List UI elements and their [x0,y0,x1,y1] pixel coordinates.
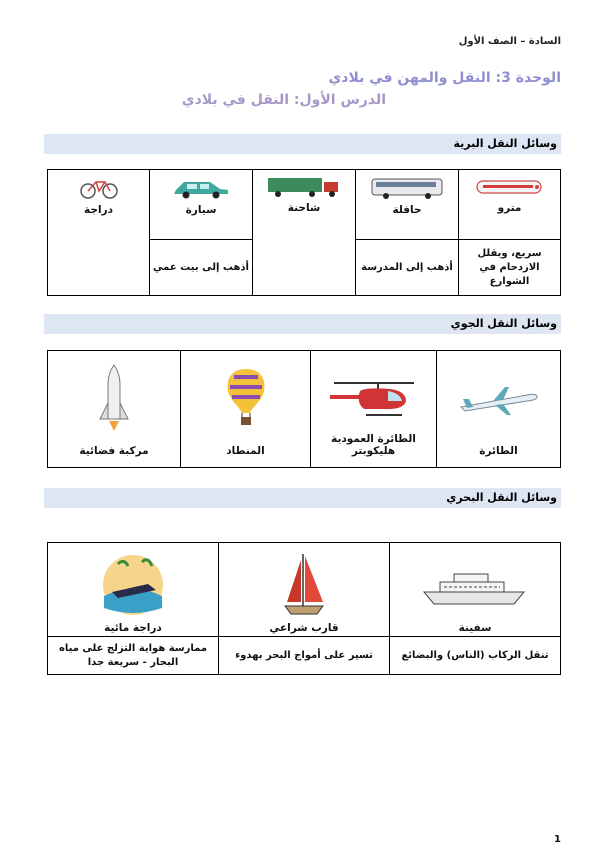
land-cell-truck [253,170,356,296]
land-label-truck: شاحنة [287,202,321,214]
land-cell-metro [459,170,561,240]
section-title-sea: وسائل النقل البحري [44,488,561,508]
land-desc-car: أذهب إلى بيت عمي [150,240,253,296]
sea-desc-jetski: ممارسة هواية التزلج على مياه البحار - سريعة جدا [48,637,219,675]
airplane-icon [457,381,541,421]
land-transport-table [47,169,561,296]
land-desc-bus: أذهب إلى المدرسة [356,240,459,296]
sea-transport-table [47,542,561,675]
land-label-metro: مترو [497,202,522,214]
space-shuttle-icon [96,363,132,433]
metro-train-icon [475,176,545,198]
jet-ski-icon [98,552,168,618]
air-label-helicopter: الطائرة العمودية هليكوبتر [331,433,416,457]
sea-desc-sailboat: تسير على أمواج البحر بهدوء [219,637,390,675]
sea-cell-jetski [48,543,219,637]
sea-label-sailboat: قارب شراعي [269,622,339,634]
subject-header: السادة – الصف الأول [458,36,561,47]
helicopter-icon [326,379,422,423]
sea-cell-ship [390,543,561,637]
air-transport-table [47,350,561,468]
air-cell-shuttle [48,351,181,468]
land-cell-bicycle [48,170,150,296]
hot-air-balloon-icon [224,367,268,429]
air-cell-airplane [437,351,561,468]
bus-icon [370,176,444,200]
air-cell-balloon [181,351,311,468]
unit-title: الوحدة 3: النقل والمهن في بلادي [328,70,561,86]
sea-desc-ship: تنقل الركاب (الناس) والبضائع [390,637,561,675]
air-cell-helicopter [311,351,437,468]
ship-icon [420,568,530,608]
truck-icon [266,176,342,198]
sailboat-icon [279,552,329,618]
bicycle-icon [79,176,119,200]
land-cell-car [150,170,253,240]
sea-label-ship: سفينة [458,622,492,634]
lesson-title: الدرس الأول: النقل في بلادي [181,92,386,108]
air-label-balloon: المنطاد [226,445,265,457]
land-desc-metro: سريع، ويقلل الازدحام في الشوارع [459,240,561,296]
land-cell-bus [356,170,459,240]
land-label-bus: حافلة [392,204,422,216]
sea-cell-sailboat [219,543,390,637]
section-title-land: وسائل النقل البرية [44,134,561,154]
land-label-bicycle: دراجة [84,204,113,216]
car-icon [170,176,232,200]
air-label-shuttle: مركبة فضائية [79,445,149,457]
sea-label-jetski: دراجة مائية [104,622,162,634]
land-label-car: سيارة [185,204,217,216]
section-title-air: وسائل النقل الجوي [44,314,561,334]
page-number: 1 [554,834,561,845]
air-label-airplane: الطائرة [479,445,518,457]
